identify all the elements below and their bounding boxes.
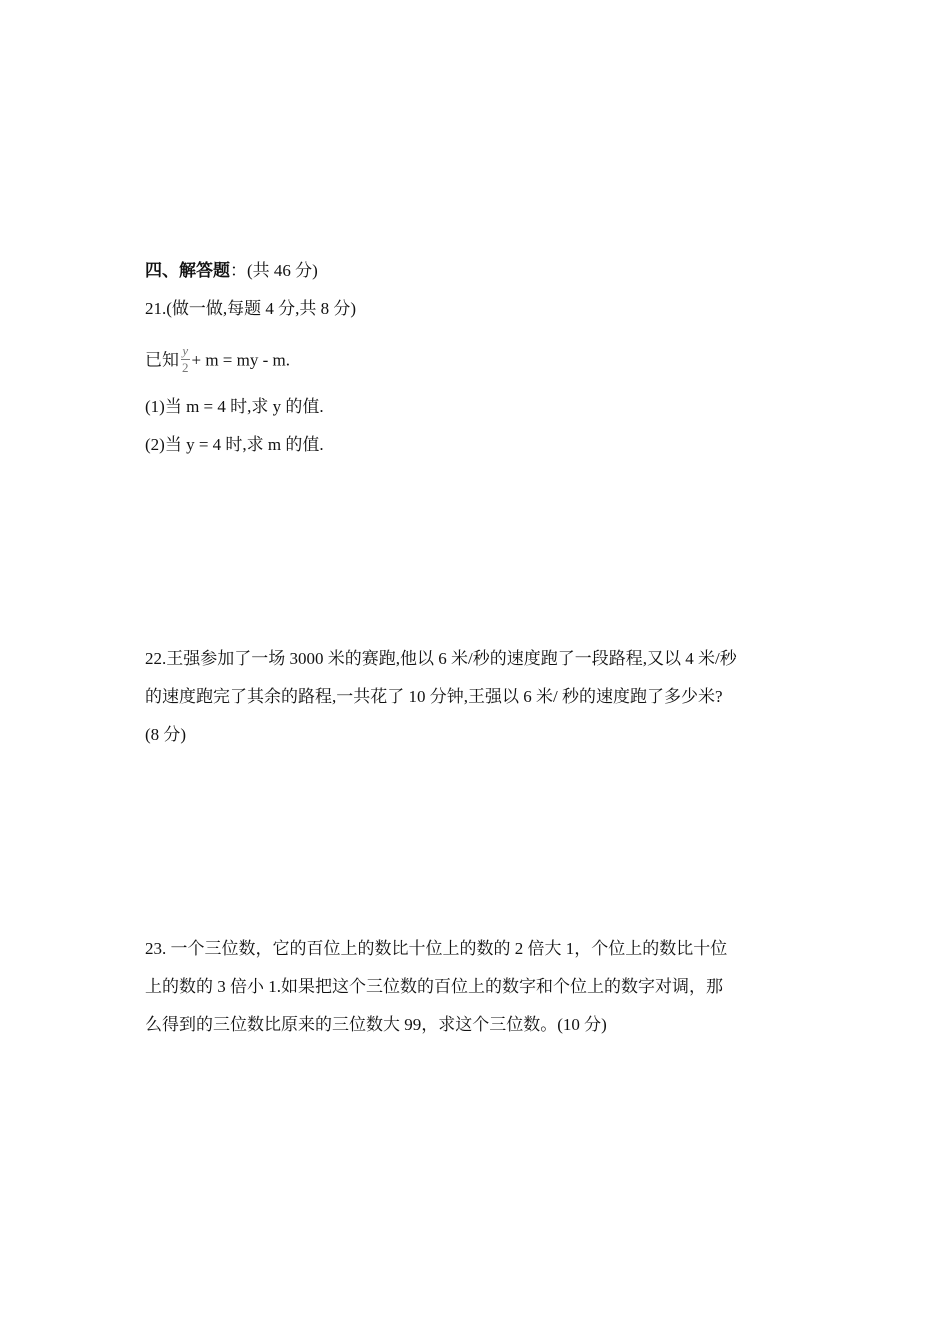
q22-line3: (8 分)	[145, 725, 187, 744]
q23-line3: 么得到的三位数比原来的三位数大 99，求这个三位数。(10 分)	[145, 1015, 607, 1034]
q23-line2: 上的数的 3 倍小 1.如果把这个三位数的百位上的数字和个位上的数字对调，那	[145, 977, 723, 996]
section-title: 四、解答题	[145, 261, 230, 280]
fraction-denominator: 2	[182, 360, 189, 375]
q21-given-prefix: 已知	[145, 350, 179, 370]
q21-header: 21.(做一做,每题 4 分,共 8 分)	[145, 299, 357, 318]
section-score: ：(共 46 分)	[230, 261, 318, 280]
q21-given-suffix: + m = my - m.	[191, 350, 291, 370]
section-four-heading	[145, 260, 318, 282]
q22-line1: 22.王强参加了一场 3000 米的赛跑,他以 6 米/秒的速度跑了一段路程,又以 4 米/秒	[145, 649, 737, 668]
fraction-numerator: y	[182, 343, 189, 358]
q21-part2: (2)当 y = 4 时,求 m 的值.	[145, 435, 324, 454]
q22-line2: 的速度跑完了其余的路程,一共花了 10 分钟,王强以 6 米/ 秒的速度跑了多少米?	[145, 687, 723, 706]
q21-part1: (1)当 m = 4 时,求 y 的值.	[145, 397, 324, 416]
q21-given	[145, 343, 291, 377]
q23-line1: 23. 一个三位数，它的百位上的数比十位上的数的 2 倍大 1，个位上的数比十位	[145, 939, 728, 958]
y-over-2-fraction	[181, 344, 190, 375]
